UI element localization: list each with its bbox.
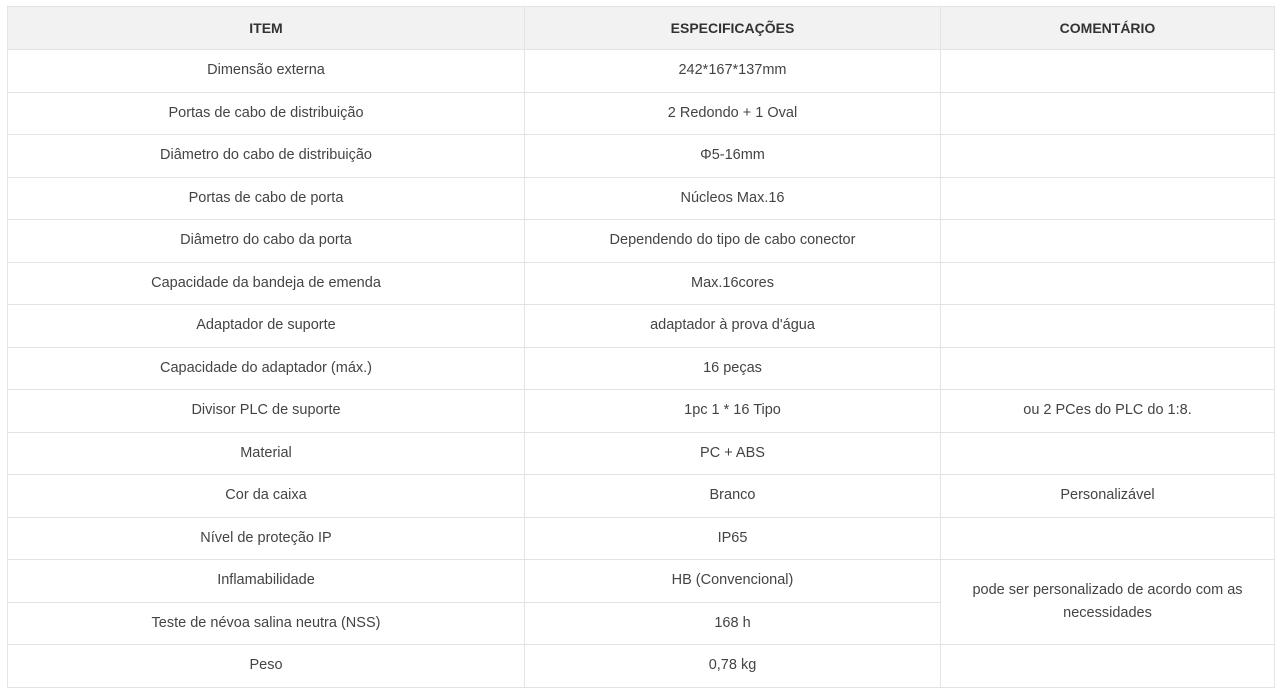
cell-item: Portas de cabo de distribuição bbox=[8, 92, 525, 135]
cell-item: Cor da caixa bbox=[8, 475, 525, 518]
cell-item: Material bbox=[8, 432, 525, 475]
cell-item: Adaptador de suporte bbox=[8, 305, 525, 348]
cell-spec: Núcleos Max.16 bbox=[525, 177, 941, 220]
table-row bbox=[8, 262, 1275, 305]
cell-spec: HB (Convencional) bbox=[525, 560, 941, 603]
cell-item: Capacidade da bandeja de emenda bbox=[8, 262, 525, 305]
table-row bbox=[8, 177, 1275, 220]
cell-item: Diâmetro do cabo da porta bbox=[8, 220, 525, 263]
cell-comment bbox=[941, 50, 1275, 93]
table-row bbox=[8, 135, 1275, 178]
cell-comment bbox=[941, 645, 1275, 688]
cell-comment bbox=[941, 177, 1275, 220]
cell-spec: PC + ABS bbox=[525, 432, 941, 475]
cell-comment-merged: pode ser personalizado de acordo com as necessidades bbox=[941, 560, 1275, 645]
cell-item: Divisor PLC de suporte bbox=[8, 390, 525, 433]
cell-spec: Branco bbox=[525, 475, 941, 518]
cell-spec: Φ5-16mm bbox=[525, 135, 941, 178]
cell-spec: 16 peças bbox=[525, 347, 941, 390]
spec-table-container bbox=[7, 6, 1274, 688]
cell-spec: Dependendo do tipo de cabo conector bbox=[525, 220, 941, 263]
cell-spec: Max.16cores bbox=[525, 262, 941, 305]
table-row bbox=[8, 645, 1275, 688]
table-header-row bbox=[8, 7, 1275, 50]
cell-comment: Personalizável bbox=[941, 475, 1275, 518]
table-row bbox=[8, 390, 1275, 433]
cell-comment bbox=[941, 220, 1275, 263]
cell-spec: 0,78 kg bbox=[525, 645, 941, 688]
table-row bbox=[8, 475, 1275, 518]
cell-spec: 1pc 1 * 16 Tipo bbox=[525, 390, 941, 433]
table-row bbox=[8, 432, 1275, 475]
cell-comment bbox=[941, 92, 1275, 135]
cell-spec: 168 h bbox=[525, 602, 941, 645]
cell-spec: IP65 bbox=[525, 517, 941, 560]
cell-spec: 2 Redondo + 1 Oval bbox=[525, 92, 941, 135]
specification-table bbox=[7, 6, 1275, 688]
header-comment: COMENTÁRIO bbox=[941, 7, 1275, 50]
header-specifications: ESPECIFICAÇÕES bbox=[525, 7, 941, 50]
cell-item: Capacidade do adaptador (máx.) bbox=[8, 347, 525, 390]
cell-item: Inflamabilidade bbox=[8, 560, 525, 603]
cell-spec: adaptador à prova d'água bbox=[525, 305, 941, 348]
cell-spec: 242*167*137mm bbox=[525, 50, 941, 93]
table-row bbox=[8, 220, 1275, 263]
table-row bbox=[8, 347, 1275, 390]
cell-comment: ou 2 PCes do PLC do 1:8. bbox=[941, 390, 1275, 433]
table-row bbox=[8, 50, 1275, 93]
cell-comment bbox=[941, 517, 1275, 560]
cell-item: Dimensão externa bbox=[8, 50, 525, 93]
cell-item: Teste de névoa salina neutra (NSS) bbox=[8, 602, 525, 645]
cell-item: Diâmetro do cabo de distribuição bbox=[8, 135, 525, 178]
cell-comment bbox=[941, 347, 1275, 390]
table-row bbox=[8, 560, 1275, 603]
cell-comment bbox=[941, 432, 1275, 475]
table-row bbox=[8, 92, 1275, 135]
table-row bbox=[8, 305, 1275, 348]
cell-item: Peso bbox=[8, 645, 525, 688]
header-item: ITEM bbox=[8, 7, 525, 50]
cell-comment bbox=[941, 262, 1275, 305]
cell-comment bbox=[941, 135, 1275, 178]
cell-item: Nível de proteção IP bbox=[8, 517, 525, 560]
table-row bbox=[8, 517, 1275, 560]
cell-item: Portas de cabo de porta bbox=[8, 177, 525, 220]
cell-comment bbox=[941, 305, 1275, 348]
